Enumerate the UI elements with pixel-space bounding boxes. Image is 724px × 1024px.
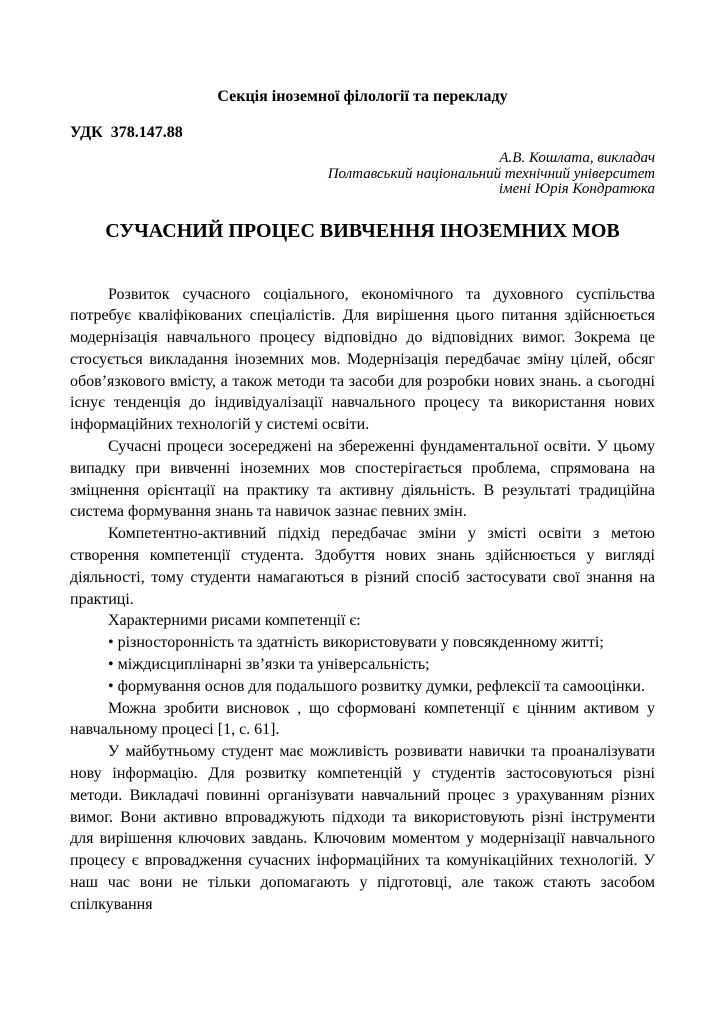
author-name-line: А.В. Кошлата, викладач xyxy=(499,150,655,166)
author-affiliation-line: Полтавський національний технічний університет xyxy=(327,165,655,182)
bullet-item-foundations: • формування основ для подальшого розвитку думки, рефлексії та самооцінки. xyxy=(108,677,645,695)
document-content xyxy=(70,88,655,916)
article-body xyxy=(70,284,655,916)
paragraph-competence-traits-lead: Характерними рисами компетенції є: xyxy=(108,612,361,630)
author-block xyxy=(70,151,655,198)
paragraph-modern-processes: Сучасні процеси зосереджені на збереженні фундаментальної освіти. У цьому випадку при вивченні іноземних мов спостерігається проблема, спрямована на зміцнення орієнтації на практику та активну діяльність. В результаті традиційна система формування знань та навичок зазнає певних змін. xyxy=(70,438,655,521)
paragraph-future-student: У майбутньому студент має можливість розвивати навички та проаналізувати нову інформацію. Для розвитку компетенцій у студентів застосовуються різні методи. Викладачі повинні організувати навчальний процес з урахуванням різних вимог. Вони активно впроваджують підходи та використовують різні інструменти для вирішення ключових завдань. Ключовим моментом у модернізації навчального процесу є впровадження сучасних інформаційних та комунікаційних технологій. У наш час вони не тільки допомагають у підготовці, але також стають засобом спілкування xyxy=(70,743,655,913)
bullet-item-versatility: • різносторонність та здатність використовувати у повсякденному житті; xyxy=(108,634,604,652)
paragraph-conclusion-reference: Можна зробити висновок , що сформовані компетенції є цінним активом у навчальному процесі [1, с. 61]. xyxy=(70,699,655,739)
section-header: Секція іноземної філології та перекладу xyxy=(217,88,508,105)
udc-code: УДК 378.147.88 xyxy=(70,124,183,141)
paragraph-intro: Розвиток сучасного соціального, економічного та духовного суспільства потребує кваліфікованих спеціалістів. Для вирішення цього питання здійснюється модернізація навчального процесу відповідно до відповідних вимог. Зокрема це стосується викладання іноземних мов. Модернізація передбачає зміну цілей, обсяг обов’язкового вмісту, а також методи та засоби для розробки нових знань. а сьогодні існує тенденція до індивідуалізації навчального процесу та використання нових інформаційних технологій у системі освіти. xyxy=(70,285,655,434)
article-title: СУЧАСНИЙ ПРОЦЕС ВИВЧЕННЯ ІНОЗЕМНИХ МОВ xyxy=(105,219,620,242)
author-affiliation-line-2: імені Юрія Кондратюка xyxy=(498,181,655,197)
bullet-item-interdisciplinary: • міждисциплінарні зв’язки та універсальність; xyxy=(108,656,430,674)
paragraph-competence-approach: Компетентно-активний підхід передбачає зміни у змісті освіти з метою створення компетенції студента. Здобуття нових знань здійснюється у вигляді діяльності, тому студенти намагаються в різний спосіб застосувати свої знання на практиці. xyxy=(70,525,655,608)
